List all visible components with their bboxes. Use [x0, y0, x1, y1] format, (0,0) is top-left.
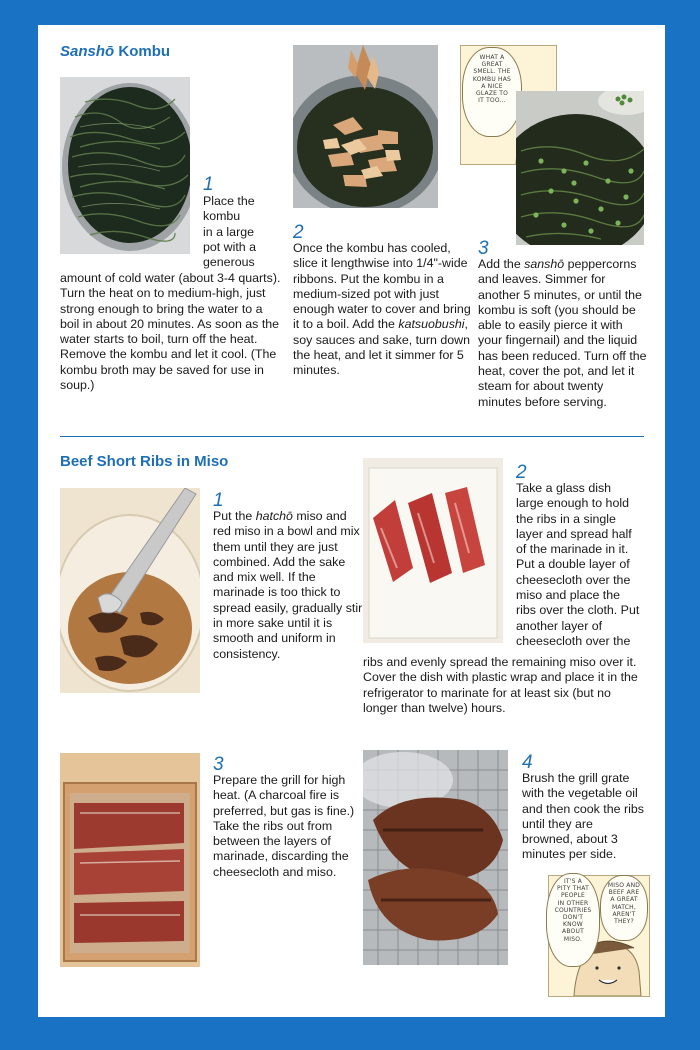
- step-number: 3: [478, 238, 489, 259]
- bubble-line: COUNTRIES: [554, 906, 592, 914]
- step-number: 2: [516, 462, 527, 483]
- photo-kombu-peppercorns: [516, 91, 644, 245]
- speech-bubble-left: [546, 873, 600, 967]
- bubble-line: GLAZE TO: [475, 90, 509, 98]
- text-italic: katsuobushi: [398, 317, 465, 332]
- bubble-line: DON'T: [562, 914, 584, 922]
- photo-ribs-cheesecloth: [363, 458, 503, 643]
- text-part: miso and red miso in a bowl and mix them until they are just combined. Add the sake and mix well. If the marinade is too thick to spread easily, gradually stir in more sake until it is smooth and uniform in consistency.: [213, 509, 363, 661]
- recipe-page: [38, 25, 665, 1017]
- step-number: 1: [203, 174, 214, 195]
- text-part: , soy sauces and sake, turn down the heat, and let it simmer for 5 minutes.: [293, 317, 471, 378]
- bubble-line: SMELL. THE: [473, 68, 511, 76]
- bubble-line: MATCH,: [612, 903, 636, 911]
- step-number: 2: [293, 222, 304, 243]
- s1-step3-text: [478, 257, 648, 410]
- s1-step2-text: [293, 241, 475, 379]
- step-number: 1: [213, 490, 224, 511]
- text-italic: sanshō: [524, 257, 565, 271]
- bubble-line: PITY THAT: [557, 885, 589, 893]
- text-italic: hatchō: [255, 509, 293, 523]
- photo-ribs-grill: [363, 750, 508, 965]
- text-line: generous: [203, 255, 255, 270]
- bubble-line: IT'S A: [563, 878, 583, 885]
- text-line: in a large: [203, 224, 254, 239]
- s1-step1-text: amount of cold water (about 3-4 quarts). Turn the heat on to medium-high, just strong enough to bring the water to a boil in about 20 minutes. As soon as the water starts to boil, turn off the heat. Remove the kombu and let it cool. (The kombu broth may be saved for use in soup.): [60, 271, 281, 393]
- text-part: Put the: [213, 509, 256, 523]
- photo-miso-bowl: [60, 488, 200, 693]
- s2-step3-text: Prepare the grill for high heat. (A charcoal fire is preferred, but gas is fine.) Take the ribs out from between the layers of marinade, discarding the cheesecloth and miso.: [213, 773, 355, 879]
- text-line: Place the: [203, 194, 255, 208]
- text-line: pot with a: [203, 239, 257, 254]
- bubble-line: IT TOO...: [478, 97, 506, 105]
- bubble-line: IN OTHER: [557, 899, 589, 907]
- bubble-line: MISO.: [563, 935, 583, 943]
- section2-title: Beef Short Ribs in Miso: [60, 453, 229, 470]
- bubble-line: KNOW: [563, 921, 583, 929]
- photo-kombu-pot: [60, 77, 190, 254]
- s2-step1-text: [213, 509, 365, 662]
- photo-ribs-dish: [60, 753, 200, 967]
- photo-katsuobushi: [293, 45, 438, 208]
- bubble-line: PEOPLE: [560, 892, 586, 900]
- text-part: peppercorns and leaves. Simmer for another 5 minutes, or until the kombu is soft (you should be able to easily pierce it with your fingernail) and the liquid has been reduced. Turn off the heat, cover the pot, and let it steam for about twenty minutes before serving.: [478, 257, 647, 409]
- s2-step2-narrow-text: Take a glass dish large enough to hold the ribs in a single layer and spread half of the marinade in it. Put a double layer of cheesecloth over the miso and place the ribs over the cloth. Put another layer of cheesecloth over the: [516, 481, 640, 648]
- bubble-line: A GREAT: [610, 896, 638, 904]
- step-number: 3: [213, 754, 224, 775]
- bubble-line: BEEF ARE: [608, 889, 640, 897]
- bubble-line: KOMBU HAS: [472, 75, 512, 83]
- speech-bubble-right: [600, 875, 648, 941]
- bubble-line: AREN'T: [612, 910, 636, 918]
- text-line: kombu: [203, 209, 241, 224]
- bubble-line: THEY?: [614, 918, 634, 926]
- text-part: Once the kombu has cooled, slice it lengthwise into 1/4"-wide ribbons. Put the kombu in a medium-sized pot with just enough water to cover and bring it to a boil. Add the: [293, 241, 471, 332]
- s2-step4-text: Brush the grill grate with the vegetable oil and then cook the ribs until they are browned, about 3 minutes per side.: [522, 771, 644, 862]
- title-rest: Kombu: [114, 43, 171, 60]
- bubble-line: ABOUT: [562, 928, 584, 936]
- speech-bubble: [462, 47, 522, 137]
- text-part: Add the: [478, 257, 525, 271]
- step-number: 4: [522, 752, 533, 773]
- section-divider: [60, 436, 644, 437]
- s2-step2-text: ribs and evenly spread the remaining miso over it. Cover the dish with plastic wrap and place it in the refrigerator to marinate for at least six (but no longer than twelve) hours.: [363, 655, 638, 715]
- bubble-line: MISO AND: [607, 882, 641, 889]
- bubble-line: GREAT: [481, 61, 503, 69]
- bubble-line: WHAT A: [479, 54, 505, 61]
- bubble-line: A NICE: [481, 82, 503, 90]
- title-italic-part: Sanshō: [60, 43, 115, 60]
- section1-title: [60, 43, 170, 60]
